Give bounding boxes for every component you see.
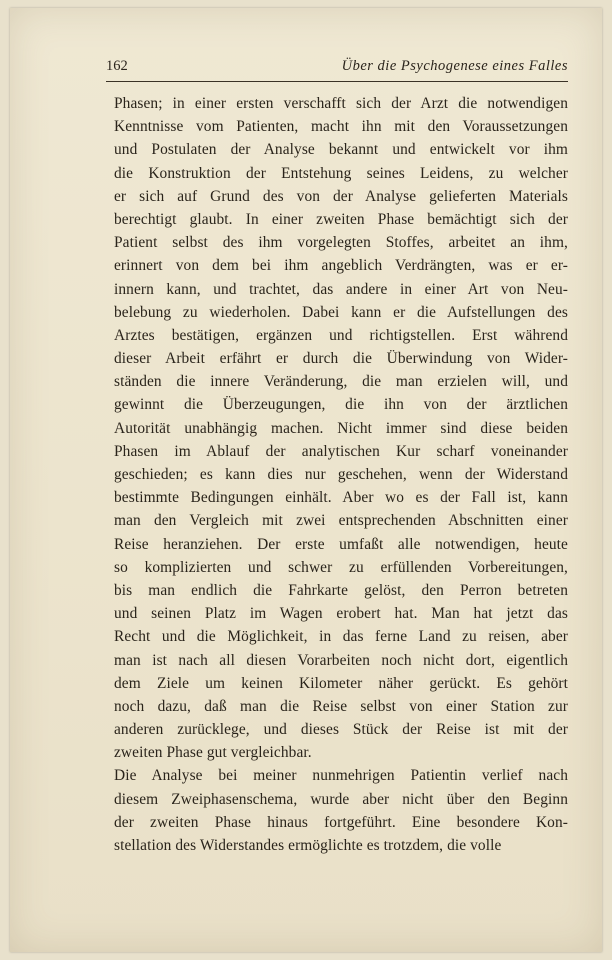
text-line: ständen die innere Veränderung, die man erzielen will, und [114, 373, 568, 391]
text-line: bis man endlich die Fahrkarte gelöst, den Perron betreten [114, 581, 568, 599]
text-line: geschieden; es kann dies nur geschehen, wenn der Widerstand [114, 466, 568, 483]
text-line: belebung zu wiederholen. Dabei kann er die Aufstellungen des [114, 303, 568, 321]
text-line: diesem Zweiphasenschema, wurde aber nicht über den Beginn [114, 790, 568, 808]
text-line: man ist nach all diesen Vorarbeiten noch nicht dort, eigentlich [114, 651, 568, 669]
text-line: Phasen; in einer ersten verschafft sich der Arzt die notwendigen [114, 95, 568, 112]
text-line: Die Analyse bei meiner nunmehrigen Patientin verlief nach [114, 767, 568, 785]
text-line: so komplizierten und schwer zu erfüllenden Vorbereitungen, [114, 558, 568, 576]
text-line: der zweiten Phase hinaus fortgeführt. Eine besondere Kon- [114, 813, 568, 831]
text-line: anderen zurücklege, und dieses Stück der Reise ist mit der [114, 721, 568, 739]
text-line: bestimmte Bedingungen einhält. Aber wo es der Fall ist, kann [114, 489, 568, 507]
text-line: er sich auf Grund des von der Analyse gelieferten Materials [114, 187, 568, 205]
book-page [10, 8, 602, 952]
text-line: Arztes bestätigen, ergänzen und richtigstellen. Erst während [114, 326, 568, 344]
text-line: erinnert von dem bei ihm angeblich Verdrängten, was er er- [114, 257, 568, 275]
header-rule [106, 81, 568, 82]
text-line: dieser Arbeit erfährt er durch die Überwindung von Wider- [114, 350, 568, 368]
page-number: 162 [106, 58, 128, 74]
text-line: Autorität unabhängig machen. Nicht immer sind diese beiden [114, 419, 568, 437]
body-text [114, 92, 568, 857]
text-line: die Konstruktion der Entstehung seines Leidens, zu welcher [114, 164, 568, 182]
text-line: man den Vergleich mit zwei entsprechenden Abschnitten einer [114, 512, 568, 530]
text-line: Patient selbst des ihm vorgelegten Stoffes, arbeitet an ihm, [114, 234, 568, 252]
running-title: Über die Psychogenese eines Falles [341, 58, 568, 74]
text-line: innern kann, und trachtet, das andere in einer Art von Neu- [114, 280, 568, 298]
text-line: Recht und die Möglichkeit, in das ferne Land zu reisen, aber [114, 628, 568, 646]
running-header [106, 58, 568, 80]
text-line: dem Ziele um keinen Kilometer näher gerückt. Es gehört [114, 674, 568, 692]
text-line: und seinen Platz im Wagen erobert hat. Man hat jetzt das [114, 605, 568, 623]
text-line: zweiten Phase gut vergleichbar. [114, 744, 312, 762]
text-line: und Postulaten der Analyse bekannt und entwickelt vor ihm [114, 141, 568, 159]
text-line: Kenntnisse vom Patienten, macht ihn mit den Voraussetzungen [114, 118, 568, 136]
text-line: stellation des Widerstandes ermöglichte es trotzdem, die volle [114, 837, 502, 854]
text-line: Phasen im Ablauf der analytischen Kur scharf voneinander [114, 442, 568, 460]
text-line: Reise heranziehen. Der erste umfaßt alle notwendigen, heute [114, 535, 568, 553]
text-line: berechtigt glaubt. In einer zweiten Phase bemächtigt sich der [114, 210, 568, 228]
text-line: gewinnt die Überzeugungen, die ihn von der ärztlichen [114, 396, 568, 414]
text-line: noch dazu, daß man die Reise selbst von einer Station zur [114, 697, 568, 715]
